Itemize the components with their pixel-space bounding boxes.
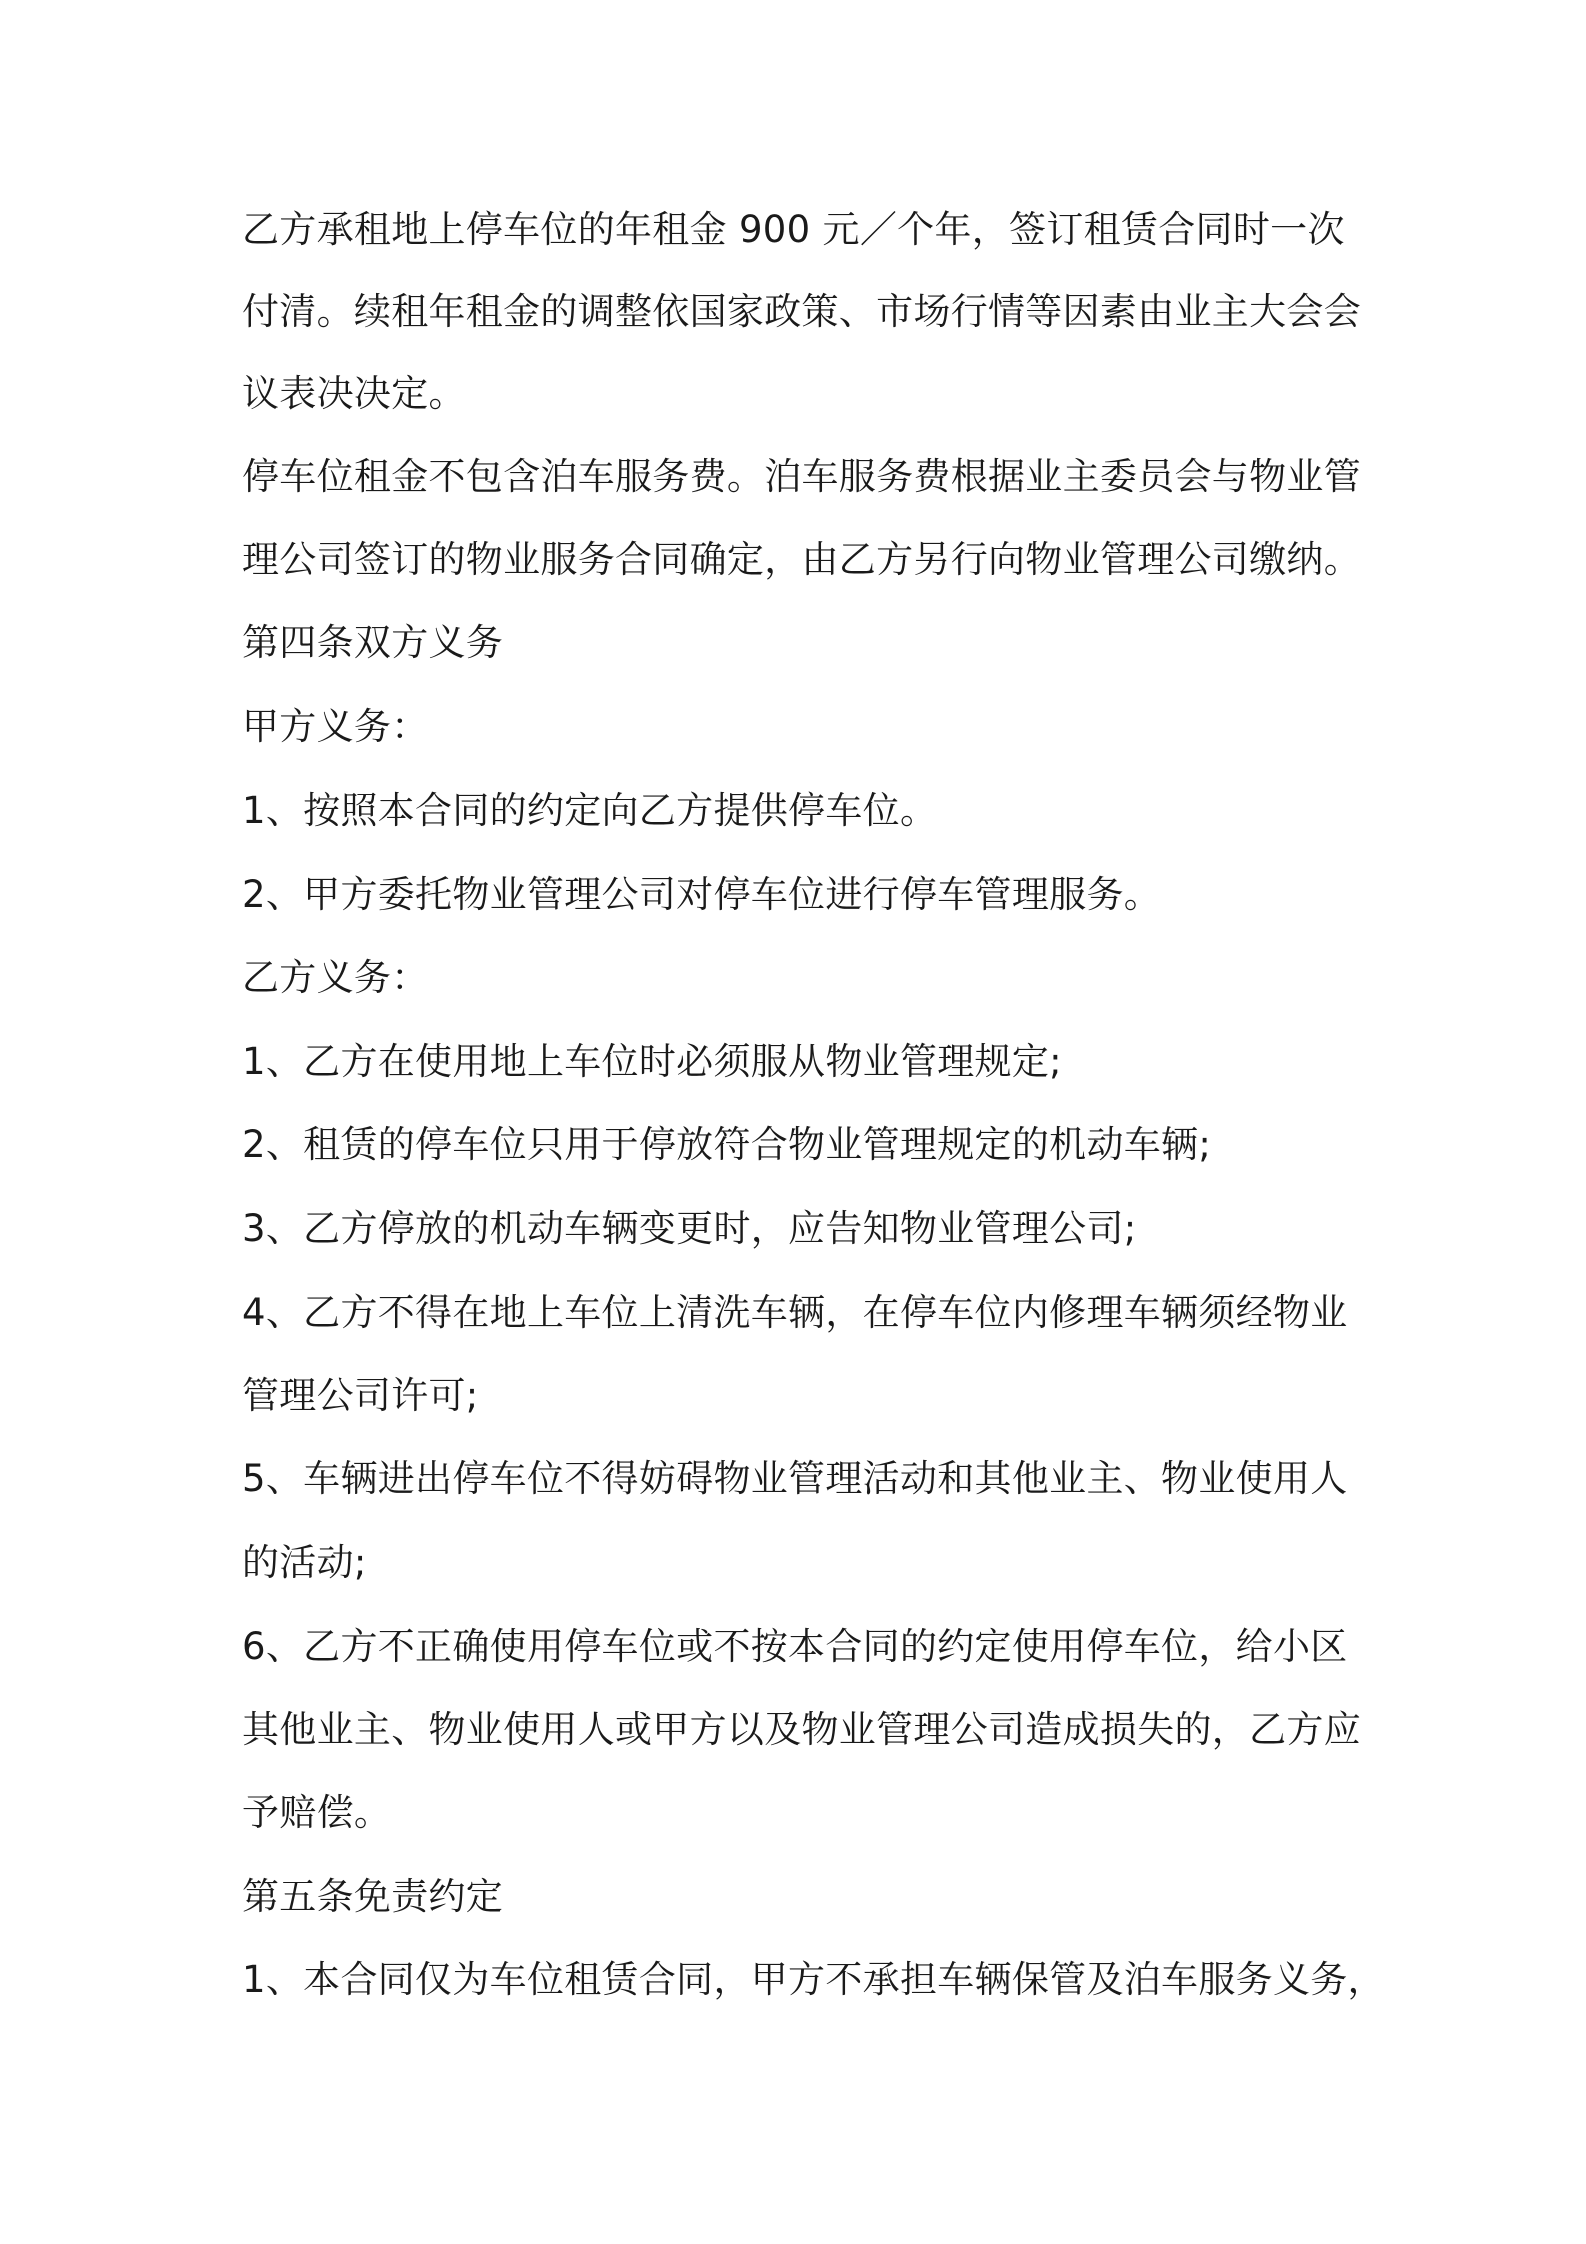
text-line: 理公司签订的物业服务合同确定，由乙方另行向物业管理公司缴纳。 xyxy=(242,538,1361,581)
text-line: 予赔偿。 xyxy=(242,1791,392,1834)
text-line: 的活动; xyxy=(242,1541,367,1584)
list-item: 3、乙方停放的机动车辆变更时，应告知物业管理公司; xyxy=(242,1207,1137,1250)
list-item: 6、乙方不正确使用停车位或不按本合同的约定使用停车位，给小区 xyxy=(242,1625,1348,1668)
list-item: 1、本合同仅为车位租赁合同，甲方不承担车辆保管及泊车服务义务， xyxy=(242,1958,1385,2001)
subheading: 甲方义务： xyxy=(242,705,429,748)
list-item: 1、乙方在使用地上车位时必须服从物业管理规定; xyxy=(242,1040,1062,1083)
text-line: 乙方承租地上停车位的年租金 900 元／个年，签订租赁合同时一次 xyxy=(242,208,1345,251)
text-line: 议表决决定。 xyxy=(242,372,466,415)
list-item: 1、按照本合同的约定向乙方提供停车位。 xyxy=(242,789,938,832)
text-line: 停车位租金不包含泊车服务费。泊车服务费根据业主委员会与物业管 xyxy=(242,455,1361,498)
text-line: 付清。续租年租金的调整依国家政策、市场行情等因素由业主大会会 xyxy=(242,290,1361,333)
list-item: 2、租赁的停车位只用于停放符合物业管理规定的机动车辆; xyxy=(242,1123,1212,1166)
list-item: 4、乙方不得在地上车位上清洗车辆，在停车位内修理车辆须经物业 xyxy=(242,1291,1348,1334)
subheading: 乙方义务： xyxy=(242,956,429,999)
section-heading: 第四条双方义务 xyxy=(242,621,504,664)
text-line: 管理公司许可; xyxy=(242,1374,479,1417)
text-line: 其他业主、物业使用人或甲方以及物业管理公司造成损失的，乙方应 xyxy=(242,1708,1361,1751)
section-heading: 第五条免责约定 xyxy=(242,1875,504,1918)
list-item: 5、车辆进出停车位不得妨碍物业管理活动和其他业主、物业使用人 xyxy=(242,1457,1348,1500)
list-item: 2、甲方委托物业管理公司对停车位进行停车管理服务。 xyxy=(242,873,1162,916)
